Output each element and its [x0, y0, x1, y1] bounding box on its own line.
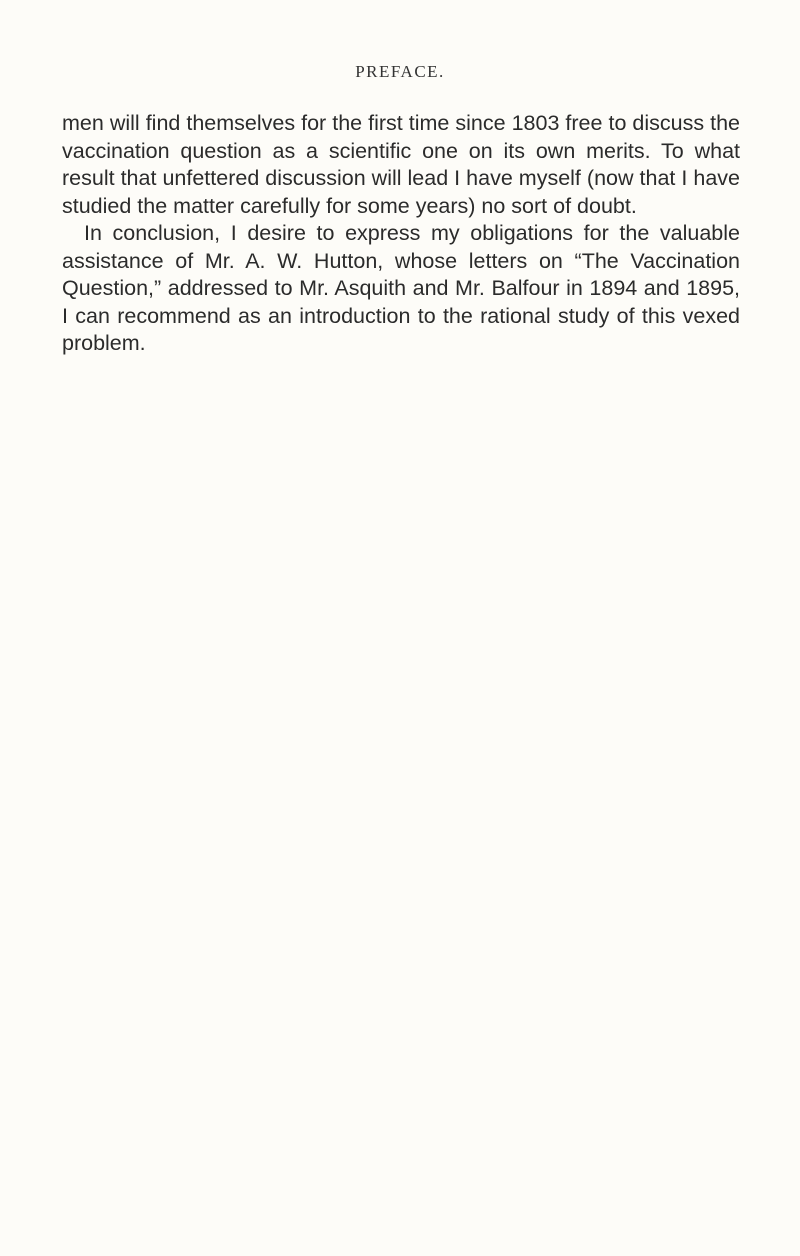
- paragraph-continuation: men will find themselves for the first time since 1803 free to discuss the vaccination question as a scientific one on its own merits. To what result that unfettered discussion will lead I have myself (now that I have studied the matter carefully for some years) no sort of doubt.: [62, 111, 740, 218]
- running-head: PREFACE.: [355, 62, 445, 81]
- body-text: [62, 110, 740, 358]
- paragraph-conclusion: In conclusion, I desire to express my obligations for the valuable assistance of Mr. A. W. Hutton, whose letters on “The Vaccination Question,” addressed to Mr. Asquith and Mr. Balfour in 1894 and 1895, I can recommend as an introduction to the rational study of this vexed problem.: [62, 221, 740, 355]
